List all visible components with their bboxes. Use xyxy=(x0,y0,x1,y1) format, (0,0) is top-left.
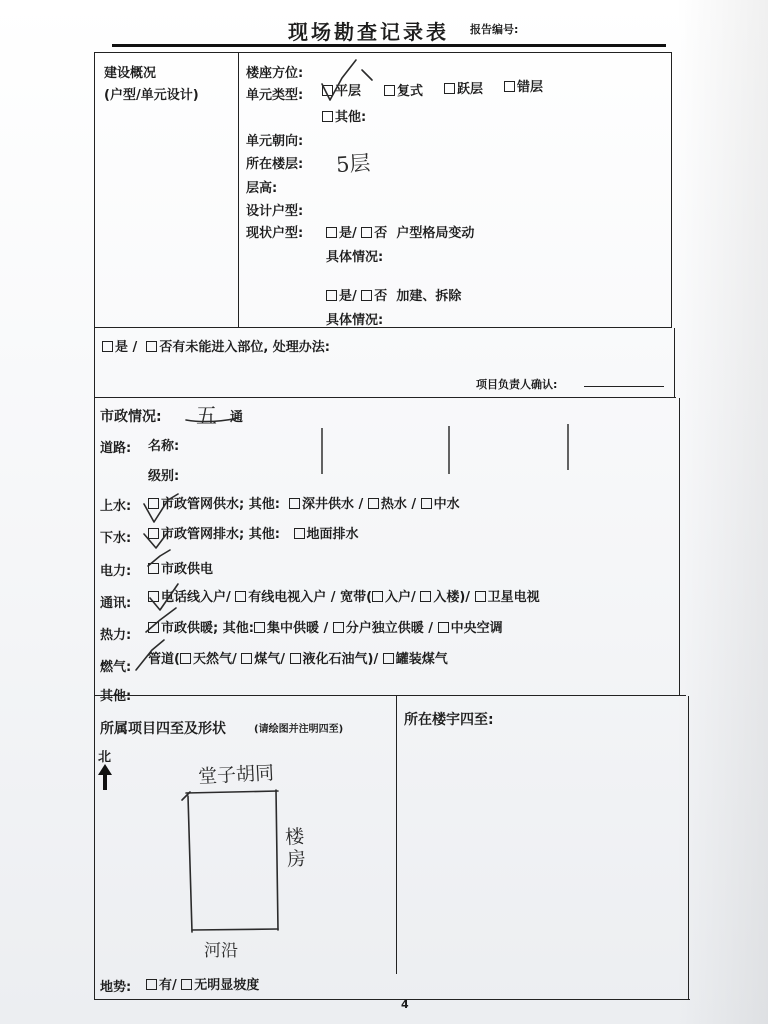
access-question[interactable]: 是 / 否有未能进入部位, 处理办法: xyxy=(102,336,330,355)
building-heading: 建设概况 xyxy=(104,66,157,81)
form-title: 现场勘查记录表 xyxy=(288,20,449,44)
design-layout-label: 设计户型: xyxy=(246,204,304,219)
manager-confirm-label: 项目负责人确认: xyxy=(476,378,558,391)
page-number: 4 xyxy=(401,998,409,1011)
check-mark-gas xyxy=(136,640,164,670)
power-row[interactable]: 市政供电 xyxy=(148,558,213,577)
sketch-parcel-top xyxy=(186,791,278,793)
water-supply-label: 上水: xyxy=(100,499,132,514)
municipal-heading: 市政情况: xyxy=(100,409,162,425)
unit-type-option-loft[interactable]: 跃层 xyxy=(444,78,483,97)
unit-type-option-duplex[interactable]: 复式 xyxy=(384,80,423,99)
unit-type-label: 单元类型: xyxy=(246,88,304,103)
communication-row[interactable]: 电话线入户/ 有线电视入户 / 宽带( 入户/ 入楼)/ 卫星电视 xyxy=(148,586,540,605)
sketch-label-south: 河沿 xyxy=(204,941,238,961)
sketch-label-north: 堂子胡同 xyxy=(197,762,275,788)
extension-row[interactable]: 是/ 否 加建、拆除 xyxy=(326,285,461,304)
check-mark-water xyxy=(144,494,178,522)
building-subheading: (户型/单元设计) xyxy=(104,88,199,103)
sketch-parcel-bottom xyxy=(192,929,278,930)
road-label: 道路: xyxy=(100,441,132,456)
layout-detail-label: 具体情况: xyxy=(326,250,384,265)
extension-detail-label: 具体情况: xyxy=(326,313,384,328)
check-mark-drain xyxy=(144,532,168,548)
orientation-label: 单元朝向: xyxy=(246,134,304,149)
road-name-label: 名称: xyxy=(148,439,180,454)
check-mark-power xyxy=(148,550,170,566)
floor-handwritten-value[interactable]: 5层 xyxy=(335,150,372,178)
heating-label: 热力: xyxy=(100,628,132,643)
terrain-row[interactable]: 有/ 无明显坡度 xyxy=(146,974,259,993)
communication-label: 通讯: xyxy=(100,596,132,611)
gas-row[interactable]: 管道( 天然气/ 煤气/ 液化石油气)/ 罐装煤气 xyxy=(148,652,448,667)
utilities-tong-label: 通 xyxy=(230,410,244,425)
check-mark-heat xyxy=(146,608,176,632)
building-boundary-heading: 所在楼宇四至: xyxy=(404,712,494,728)
check-mark-comm xyxy=(150,584,178,610)
underline-tong xyxy=(186,418,238,422)
terrain-label: 地势: xyxy=(100,980,132,995)
power-label: 电力: xyxy=(100,564,132,579)
other-utilities-label: 其他: xyxy=(100,689,132,704)
location-label: 楼座方位: xyxy=(246,66,304,81)
drainage-row[interactable]: 市政管网排水; 其他: 地面排水 xyxy=(148,523,359,542)
layout-change-row[interactable]: 是/ 否 户型格局变动 xyxy=(326,222,474,241)
gas-label: 燃气: xyxy=(100,660,132,675)
sketch-parcel-right xyxy=(276,790,278,930)
heating-row[interactable]: 市政供暖; 其他: 集中供暖 / 分户独立供暖 / 中央空调 xyxy=(148,617,503,636)
current-layout-label: 现状户型: xyxy=(246,226,304,241)
boundary-heading: 所属项目四至及形状 xyxy=(100,721,226,737)
check-mark-flat xyxy=(322,60,356,100)
height-label: 层高: xyxy=(246,181,278,196)
drainage-label: 下水: xyxy=(100,531,132,546)
check-mark-flat-tail xyxy=(362,70,372,80)
unit-type-option-other[interactable]: 其他: xyxy=(322,106,366,125)
north-label: 北 xyxy=(98,750,112,765)
unit-type-option-flat[interactable]: 平层 xyxy=(322,80,361,99)
sketch-parcel-left xyxy=(188,796,192,932)
floor-label: 所在楼层: xyxy=(246,157,304,172)
water-supply-row[interactable]: 市政管网供水; 其他: 深井供水 / 热水 / 中水 xyxy=(148,493,460,512)
sketch-label-east: 楼房 xyxy=(284,825,307,871)
unit-type-option-split[interactable]: 错层 xyxy=(504,76,543,95)
utilities-count-handwritten[interactable]: 五 xyxy=(196,404,217,428)
road-level-label: 级别: xyxy=(148,469,180,484)
boundary-note: (请绘图并注明四至) xyxy=(254,724,344,735)
report-number-label: 报告编号: xyxy=(470,23,519,36)
